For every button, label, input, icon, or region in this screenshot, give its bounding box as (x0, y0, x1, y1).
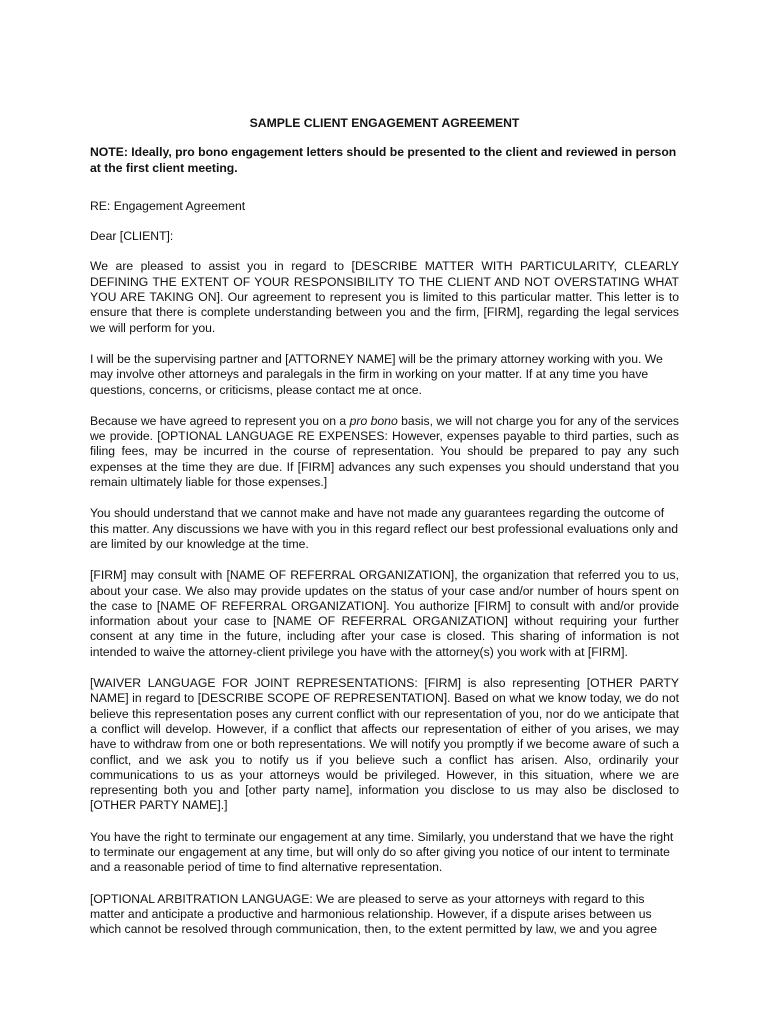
document-title: SAMPLE CLIENT ENGAGEMENT AGREEMENT (249, 116, 520, 130)
paragraph-guarantees: You should understand that we cannot make and have not made any guarantees regarding the outcome of this matter. Any discussions we have with you in this regard reflect our best professional evaluations only and are limited by our knowledge at the time. (90, 506, 679, 551)
document-page (90, 116, 679, 953)
paragraph-scope: We are pleased to assist you in regard to [DESCRIBE MATTER WITH PARTICULARITY, CLEARLY DEFINING THE EXTENT OF YOUR RESPONSIBILITY TO THE CLIENT AND NOT OVERSTATING WHAT YOU ARE TAKING ON]. Our agreement to represent you is limited to this particular matter. This letter is to ensure that there is complete understanding between you and the firm, [FIRM], regarding the legal services we will perform for you. (90, 259, 679, 335)
paragraph-attorneys: I will be the supervising partner and [ATTORNEY NAME] will be the primary attorney working with you. We may involve other attorneys and paralegals in the firm in working on your matter. If at any time you have questions, concerns, or criticisms, please contact me at once. (90, 351, 663, 397)
note-paragraph: NOTE: Ideally, pro bono engagement letters should be presented to the client and reviewed in person at the first client meeting. (90, 145, 677, 175)
fees-text-end: basis, we will not charge you for any of the services we provide. [OPTIONAL LANGUAGE RE EXPENSES: However, expenses payable to third parties, such as filing fees, may be incurred in the course of representation. You should be prepared to pay any such expenses at the time they are due. If [FIRM] advances any such expenses you should understand that you remain ultimately liable for those expenses.] (90, 413, 680, 490)
paragraph-fees (90, 414, 679, 490)
salutation: Dear [CLIENT]: (90, 229, 174, 244)
paragraph-referral: [FIRM] may consult with [NAME OF REFERRAL ORGANIZATION], the organization that referred you to us, about your case. We also may provide updates on the status of your case and/or number of hours spent on the case to [NAME OF REFERRAL ORGANIZATION]. You authorize [FIRM] to consult with and/or provide information about your case to [NAME OF REFERRAL ORGANIZATION] without requiring your further consent at any time in the future, including after your case is closed. This sharing of information is not intended to waive the attorney-client privilege you have with the attorney(s) you work with at [FIRM]. (90, 568, 679, 659)
paragraph-arbitration: [OPTIONAL ARBITRATION LANGUAGE: We are pleased to serve as your attorneys with regard to this matter and anticipate a productive and harmonious relationship. However, if a dispute arises between us which cannot be resolved through communication, then, to the extent permitted by law, we and you agree (90, 891, 658, 937)
paragraph-termination: You have the right to terminate our engagement at any time. Similarly, you understand that we have the right to terminate our engagement at any time, but will only do so after giving you notice of our intent to terminate and a reasonable period of time to find alternative representation. (90, 829, 674, 875)
paragraph-waiver: [WAIVER LANGUAGE FOR JOINT REPRESENTATIONS: [FIRM] is also representing [OTHER PARTY NAME] in regard to [DESCRIBE SCOPE OF REPRESENTATION]. Based on what we know today, we do not believe this representation poses any current conflict with our representation of you, nor do we anticipate that a conflict will develop. However, if a conflict that affects our representation of either of you arises, we may have to withdraw from one or both representations. We will notify you promptly if we become aware of such a conflict, and we ask you to notify us if you believe such a conflict has arisen. Also, ordinarily your communications to us as your attorneys would be privileged. However, in this situation, where we are representing both you and [other party name], information you disclose to us may also be disclosed to [OTHER PARTY NAME].] (90, 676, 679, 813)
pro-bono-emphasis: pro bono (349, 413, 398, 428)
fees-text-start: Because we have agreed to represent you on a (90, 413, 350, 428)
re-line: RE: Engagement Agreement (90, 198, 246, 213)
